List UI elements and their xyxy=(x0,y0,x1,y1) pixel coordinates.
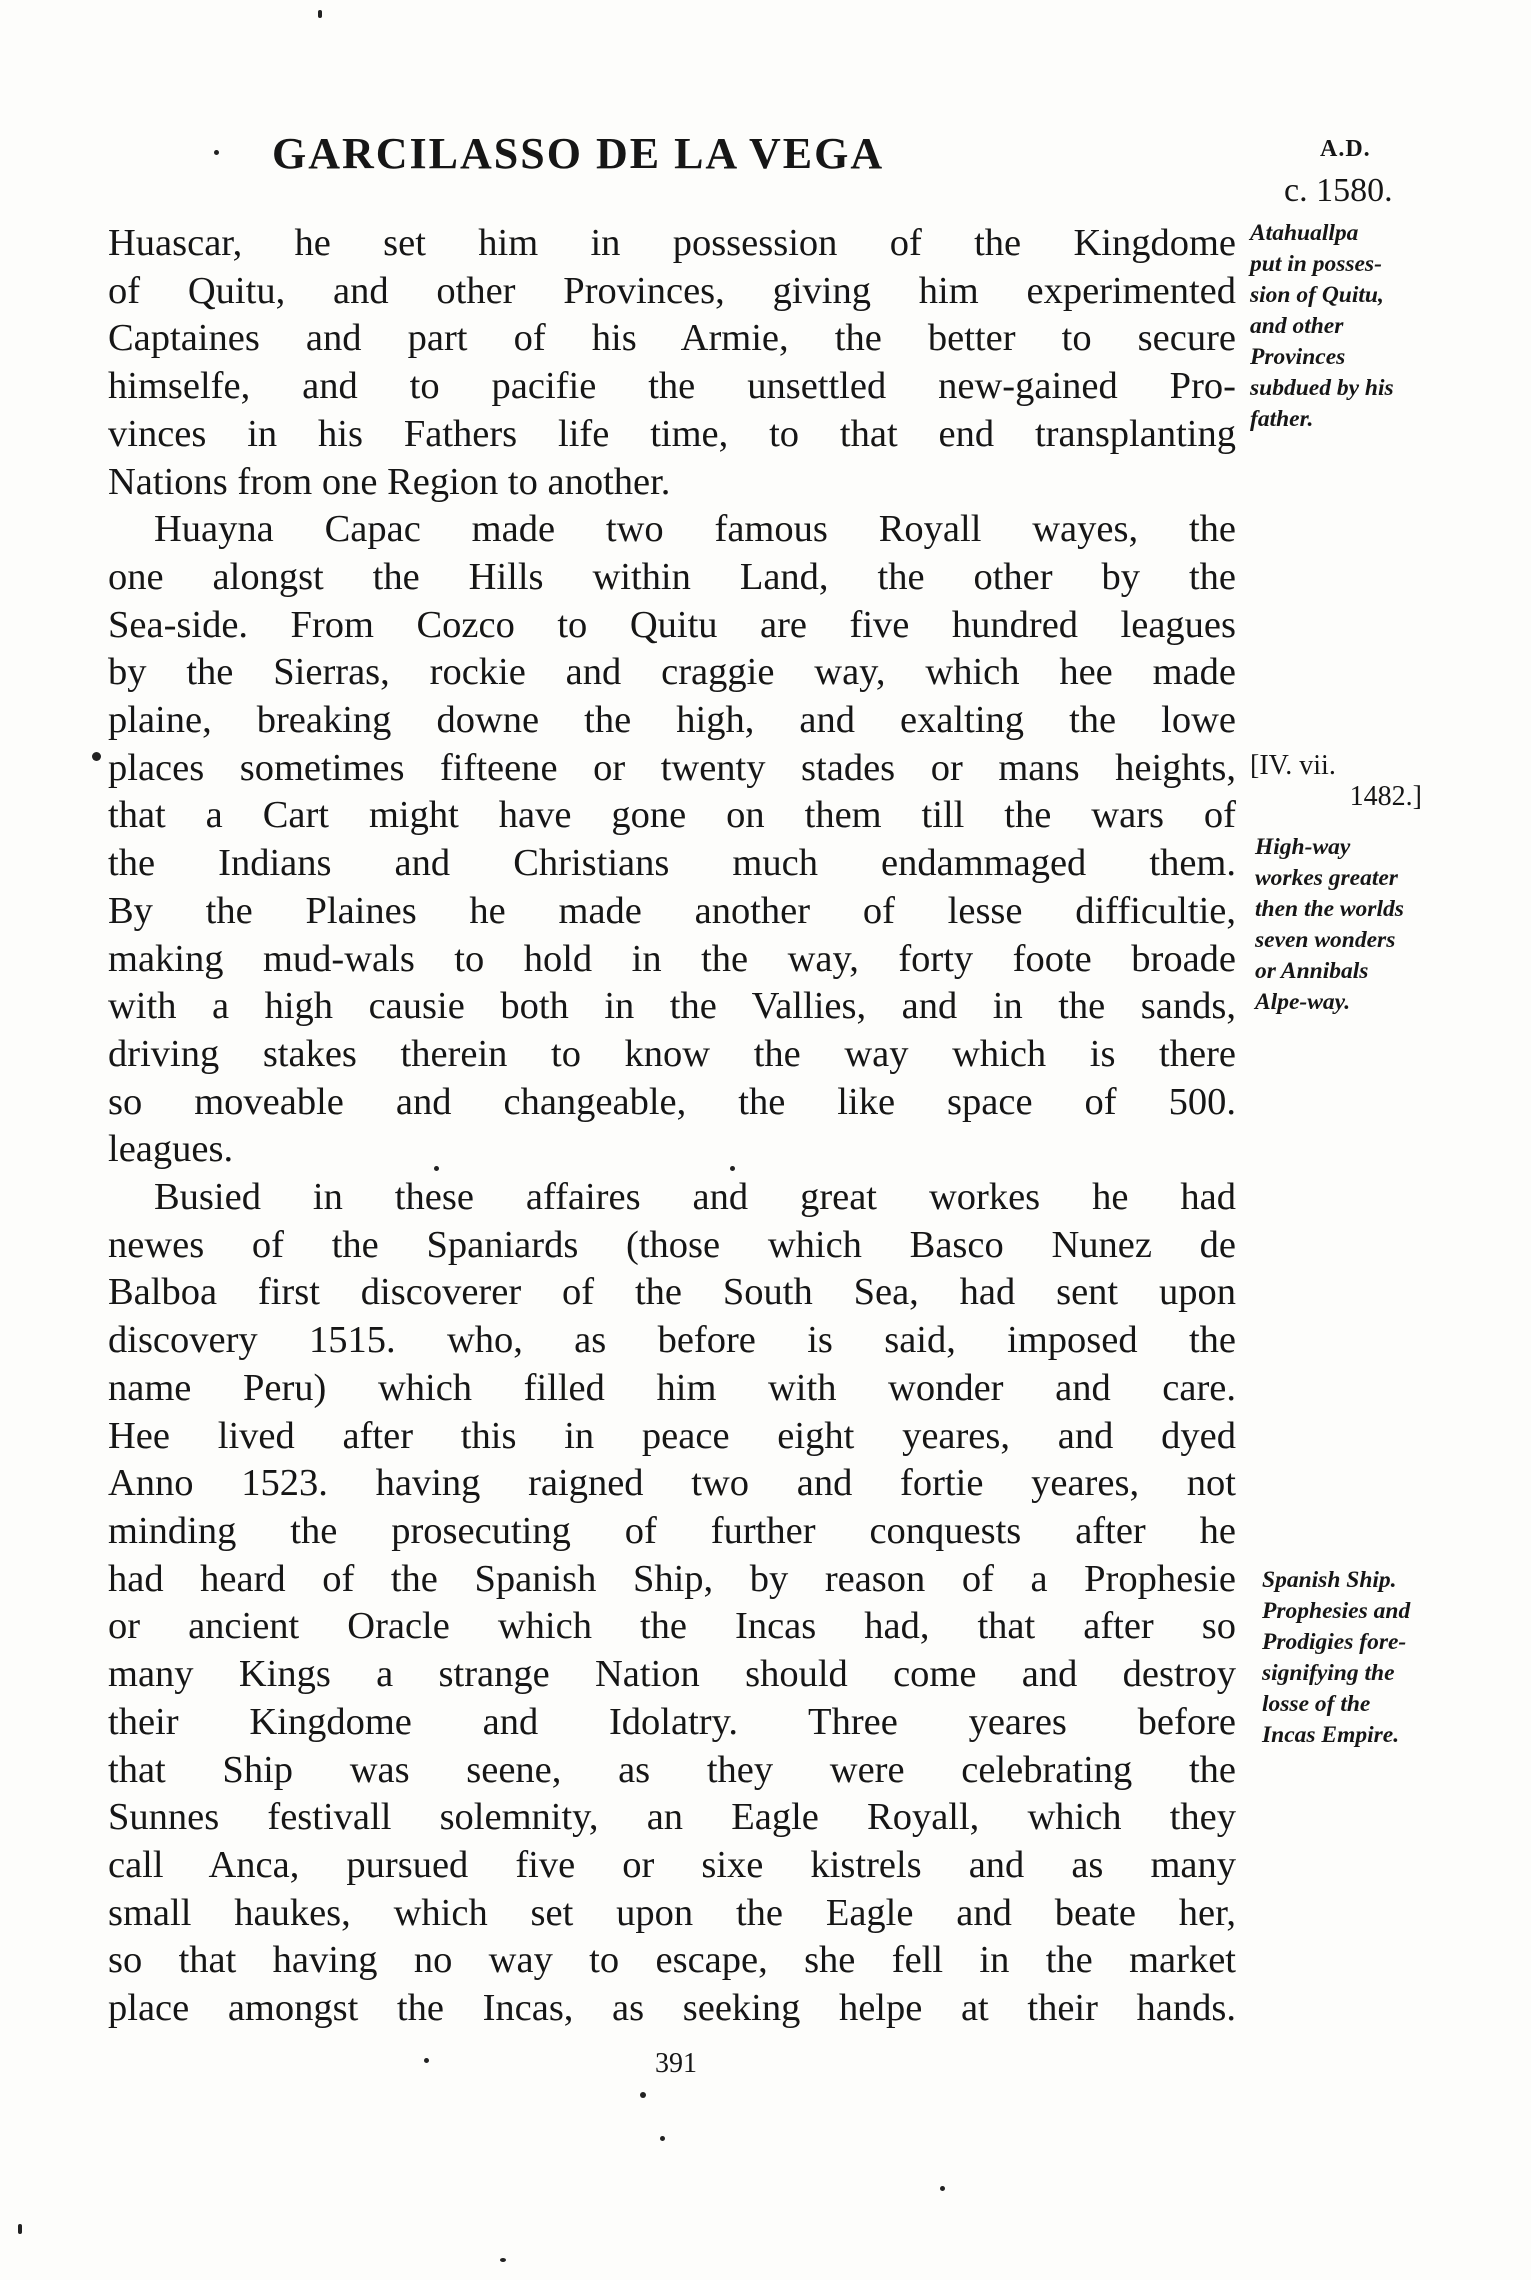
running-head-year: c. 1580. xyxy=(1284,172,1393,209)
scan-speck xyxy=(500,2258,506,2262)
sidenote-spanish-ship xyxy=(1262,1565,1410,1751)
text-line: Busied in these affaires and great workes he had xyxy=(154,1176,1236,1219)
text-line: their Kingdome and Idolatry. Three yeares before xyxy=(108,1700,1236,1743)
text-line: small haukes, which set upon the Eagle and beate her, xyxy=(108,1891,1236,1934)
scan-speck xyxy=(660,2136,665,2141)
text-line: so moveable and changeable, the like space of 500. xyxy=(108,1080,1236,1123)
scan-speck xyxy=(18,2224,22,2234)
text-line: place amongst the Incas, as seeking helpe at their hands. xyxy=(108,1987,1236,2030)
sidenote-reference xyxy=(1250,750,1422,812)
text-line: Sunnes festivall solemnity, an Eagle Royall, which they xyxy=(108,1796,1236,1839)
sidenote-line: Prophesies and xyxy=(1262,1598,1411,1624)
sidenote-line: Incas Empire. xyxy=(1262,1722,1400,1748)
scan-speck xyxy=(92,752,101,761)
scan-speck xyxy=(424,2058,429,2063)
text-line: name Peru) which filled him with wonder and care. xyxy=(108,1366,1236,1409)
sidenote-line: subdued by his xyxy=(1250,375,1394,401)
sidenote-line: workes greater xyxy=(1255,865,1398,891)
sidenote-line: Prodigies fore- xyxy=(1262,1629,1407,1655)
text-line: Anno 1523. having raigned two and fortie yeares, not xyxy=(108,1462,1236,1505)
text-line: By the Plaines he made another of lesse difficultie, xyxy=(108,889,1236,932)
sidenote-line: and other xyxy=(1250,313,1344,339)
text-line: Huascar, he set him in possession of the Kingdome xyxy=(108,222,1236,264)
text-line: himselfe, and to pacifie the unsettled new-gained Pro- xyxy=(108,365,1236,408)
running-head-era: A.D. xyxy=(1320,136,1371,162)
text-line: call Anca, pursued five or sixe kistrels and as many xyxy=(108,1843,1236,1886)
scan-speck xyxy=(730,1166,735,1171)
text-line: had heard of the Spanish Ship, by reason of a Prophesie xyxy=(108,1557,1236,1600)
sidenote-line: losse of the xyxy=(1262,1691,1371,1717)
sidenote-line: sion of Quitu, xyxy=(1250,282,1384,308)
text-line: so that having no way to escape, she fell in the market xyxy=(108,1939,1236,1982)
text-line: or ancient Oracle which the Incas had, that after so xyxy=(108,1605,1236,1648)
text-line: that a Cart might have gone on them till the wars of xyxy=(108,794,1236,837)
sidenote-line: Alpe-way. xyxy=(1255,989,1351,1015)
text-line: places sometimes fifteene or twenty stades or mans heights, xyxy=(108,746,1236,789)
text-line: Nations from one Region to another. xyxy=(108,460,671,503)
text-line: one alongst the Hills within Land, the other by the xyxy=(108,555,1236,598)
sidenote-volume-ref: [IV. vii. xyxy=(1250,750,1336,781)
text-line: by the Sierras, rockie and craggie way, which hee made xyxy=(108,651,1236,694)
text-line: the Indians and Christians much endammaged them. xyxy=(108,842,1236,885)
running-head-title: GARCILASSO DE LA VEGA xyxy=(272,129,885,178)
text-line: with a high causie both in the Vallies, and in the sands, xyxy=(108,985,1236,1028)
text-line: Huayna Capac made two famous Royall wayes, the xyxy=(154,508,1236,551)
scan-speck xyxy=(214,150,219,155)
text-line: newes of the Spaniards (those which Basco Nunez de xyxy=(108,1223,1236,1266)
text-line: leagues. xyxy=(108,1128,234,1171)
sidenote-line: or Annibals xyxy=(1255,958,1369,984)
sidenote-line: father. xyxy=(1250,406,1314,432)
text-line: plaine, breaking downe the high, and exalting the lowe xyxy=(108,699,1236,742)
text-line: Captaines and part of his Armie, the better to secure xyxy=(108,317,1236,360)
sidenote-line: Spanish Ship. xyxy=(1262,1567,1397,1593)
scan-speck xyxy=(434,1166,439,1171)
page-number: 391 xyxy=(655,2048,697,2079)
text-line: many Kings a strange Nation should come and destroy xyxy=(108,1653,1236,1696)
text-line: Hee lived after this in peace eight yeares, and dyed xyxy=(108,1414,1236,1457)
text-line: Balboa first discoverer of the South Sea, had sent upon xyxy=(108,1271,1236,1314)
scan-speck xyxy=(940,2186,945,2191)
main-text-column xyxy=(108,220,1236,2033)
sidenote-line: High-way xyxy=(1255,834,1351,860)
sidenote-line: put in posses- xyxy=(1250,251,1382,277)
text-line: Sea-side. From Cozco to Quitu are five hundred leagues xyxy=(108,603,1236,646)
text-line: vinces in his Fathers life time, to that end transplanting xyxy=(108,412,1236,455)
sidenote-page-ref: 1482.] xyxy=(1349,781,1422,812)
sidenote-line: seven wonders xyxy=(1255,927,1396,953)
scan-speck xyxy=(640,2092,646,2098)
sidenote-line: then the worlds xyxy=(1255,896,1404,922)
sidenote-highway xyxy=(1255,832,1404,1018)
text-line: driving stakes therein to know the way which is there xyxy=(108,1032,1236,1075)
text-line: making mud-wals to hold in the way, forty foote broade xyxy=(108,937,1236,980)
sidenote-line: signifying the xyxy=(1262,1660,1395,1686)
text-line: of Quitu, and other Provinces, giving him experimented xyxy=(108,269,1236,312)
scan-speck xyxy=(318,10,322,18)
text-line: that Ship was seene, as they were celebrating the xyxy=(108,1748,1236,1791)
sidenote-line: Provinces xyxy=(1250,344,1346,370)
sidenote-atahuallpa xyxy=(1250,218,1394,435)
sidenote-line: Atahuallpa xyxy=(1250,220,1359,246)
text-line: discovery 1515. who, as before is said, imposed the xyxy=(108,1319,1236,1362)
text-line: minding the prosecuting of further conquests after he xyxy=(108,1509,1236,1552)
